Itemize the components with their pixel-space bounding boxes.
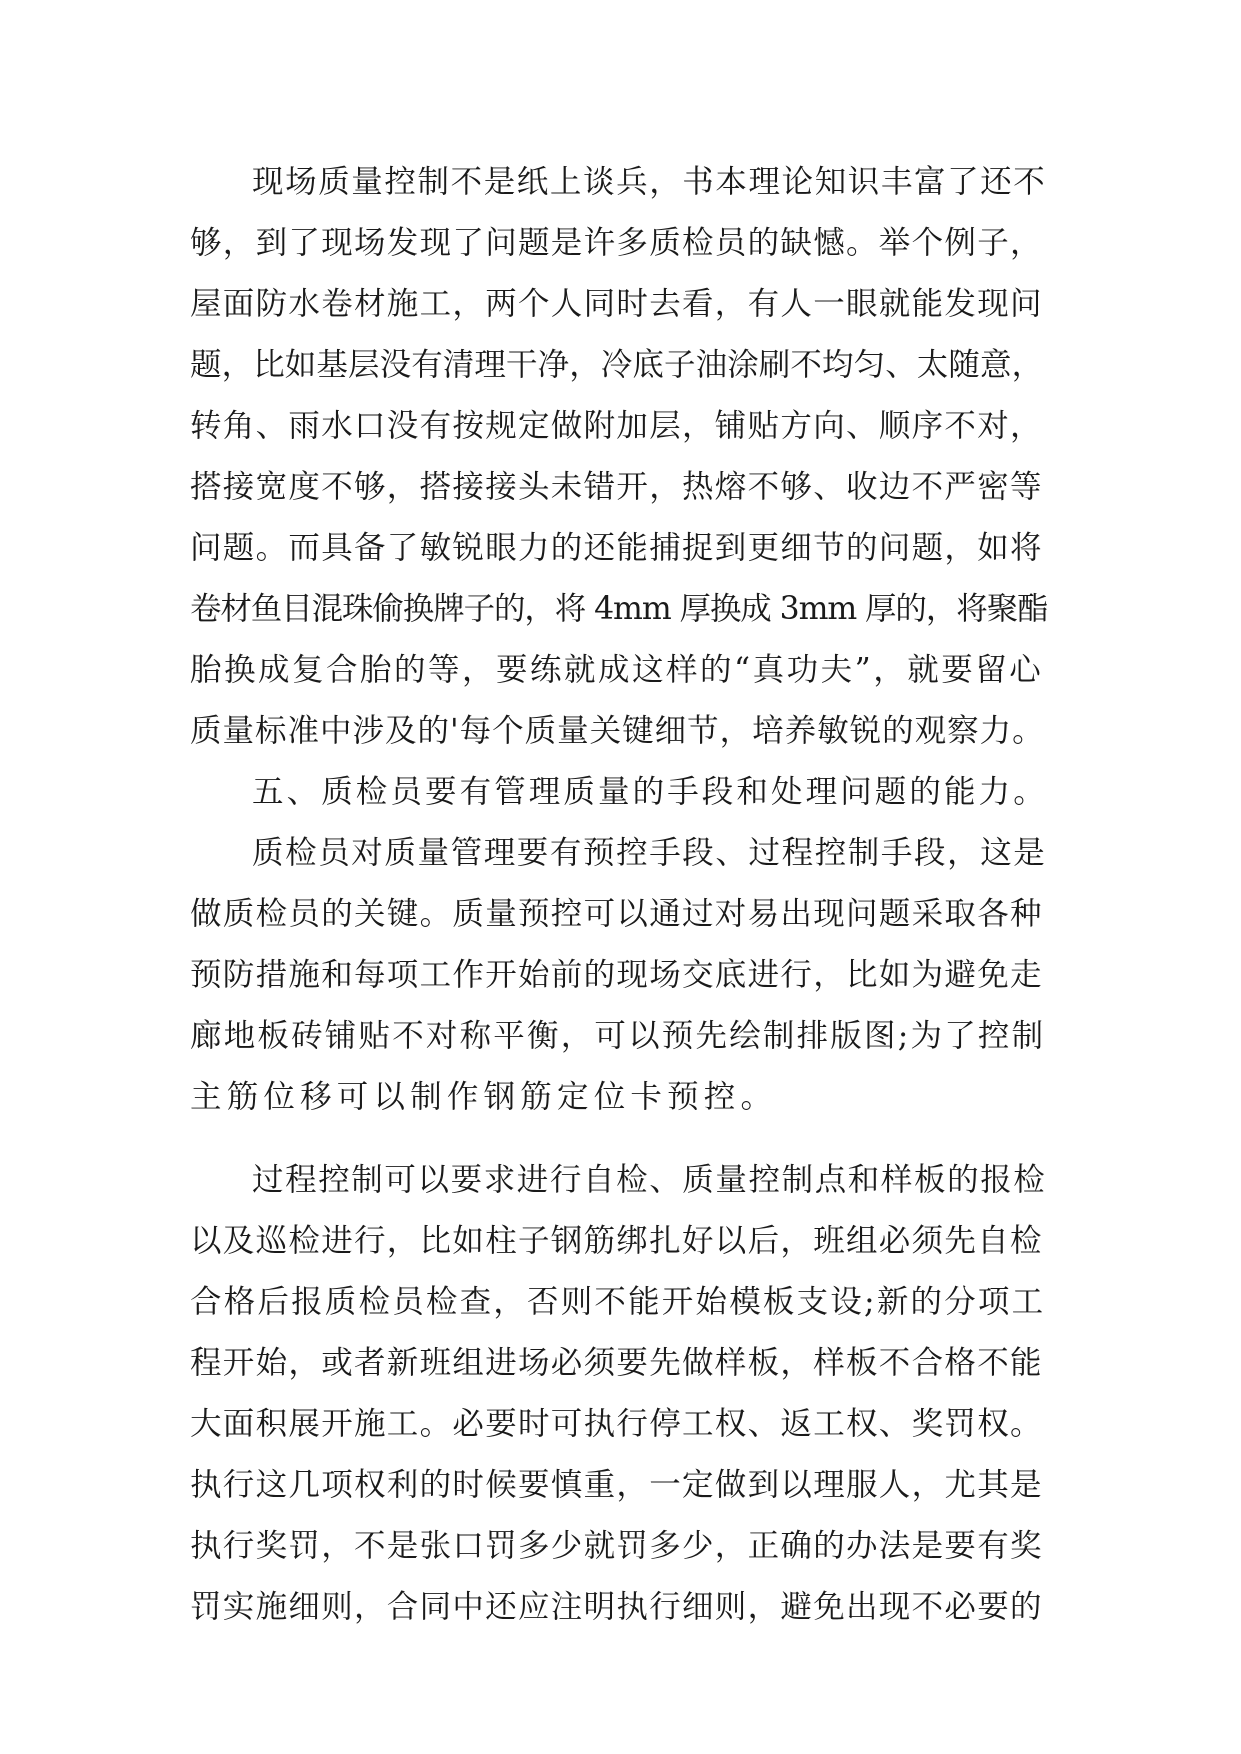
text-line: 过程控制可以要求进行自检、质量控制点和样板的报检: [252, 1162, 1047, 1198]
text-line: 廊地板砖铺贴不对称平衡，可以预先绘制排版图;为了控制: [190, 1018, 1046, 1054]
text-line: 执行奖罚，不是张口罚多少就罚多少，正确的办法是要有奖: [190, 1528, 1043, 1564]
text-line: 罚实施细则，合同中还应注明执行细则，避免出现不必要的: [190, 1589, 1043, 1625]
text-line: 搭接宽度不够，搭接接头未错开，热熔不够、收边不严密等: [190, 469, 1043, 505]
text-line: 屋面防水卷材施工，两个人同时去看，有人一眼就能发现问: [190, 286, 1043, 322]
text-line: 现场质量控制不是纸上谈兵，书本理论知识丰富了还不: [252, 164, 1047, 200]
text-line: 问题。而具备了敏锐眼力的还能捕捉到更细节的问题，如将: [190, 530, 1043, 566]
text-line: 以及巡检进行，比如柱子钢筋绑扎好以后，班组必须先自检: [190, 1223, 1043, 1259]
text-line: 主筋位移可以制作钢筋定位卡预控。: [190, 1079, 778, 1115]
section-heading: 五、质检员要有管理质量的手段和处理问题的能力。: [252, 774, 1048, 810]
text-line: 卷材鱼目混珠偷换牌子的，将 4mm 厚换成 3mm 厚的，将聚酯: [190, 591, 1048, 627]
text-line: 合格后报质检员检查，否则不能开始模板支设;新的分项工: [190, 1284, 1046, 1320]
text-line: 转角、雨水口没有按规定做附加层，铺贴方向、顺序不对，: [190, 408, 1043, 444]
text-line: 程开始，或者新班组进场必须要先做样板，样板不合格不能: [190, 1345, 1043, 1381]
text-line: 大面积展开施工。必要时可执行停工权、返工权、奖罚权。: [190, 1406, 1043, 1442]
text-line: 胎换成复合胎的等，要练就成这样的“真功夫”，就要留心: [190, 652, 1044, 688]
text-line: 够，到了现场发现了问题是许多质检员的缺憾。举个例子，: [190, 225, 1043, 261]
text-line: 质量标准中涉及的'每个质量关键细节，培养敏锐的观察力。: [190, 713, 1045, 749]
text-line: 执行这几项权利的时候要慎重，一定做到以理服人，尤其是: [190, 1467, 1043, 1503]
text-line: 题，比如基层没有清理干净，冷底子油涂刷不均匀、太随意，: [190, 347, 1044, 383]
text-line: 预防措施和每项工作开始前的现场交底进行，比如为避免走: [190, 957, 1043, 993]
text-line: 做质检员的关键。质量预控可以通过对易出现问题采取各种: [190, 896, 1043, 932]
text-line: 质检员对质量管理要有预控手段、过程控制手段，这是: [252, 835, 1047, 871]
